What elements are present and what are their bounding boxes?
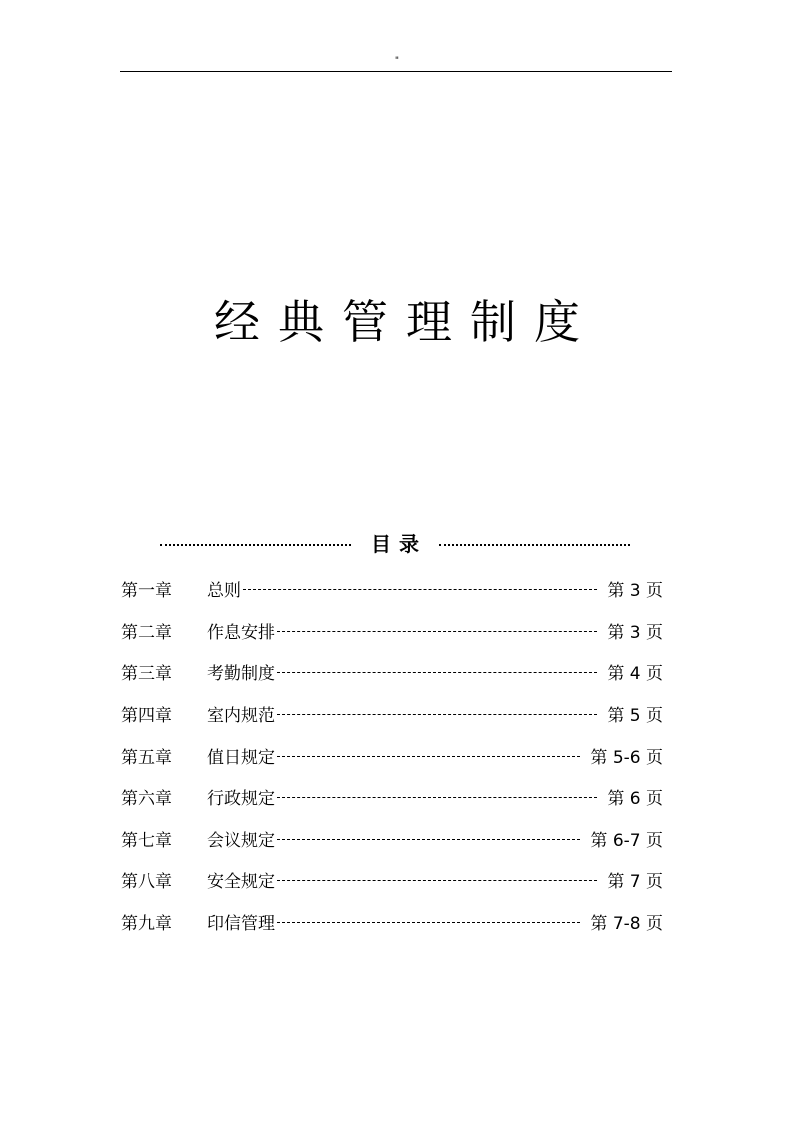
toc-leader-line — [277, 880, 597, 881]
toc-leader-line — [243, 589, 597, 590]
toc-chapter-number: 第五章 — [121, 747, 172, 768]
toc-chapter-name: 考勤制度 — [207, 664, 275, 685]
toc-entry[interactable] — [121, 818, 663, 860]
toc-chapter-number: 第一章 — [121, 581, 172, 602]
toc-entry[interactable] — [121, 693, 663, 735]
toc-entry[interactable] — [121, 651, 663, 693]
toc-heading-dots-right — [439, 544, 630, 546]
toc-page-ref: 第 3 页 — [607, 622, 663, 643]
toc-page-ref: 第 4 页 — [607, 664, 663, 685]
toc-chapter-number: 第三章 — [121, 664, 172, 685]
toc-page-ref: 第 5 页 — [607, 706, 663, 727]
toc-page-ref: 第 6 页 — [607, 789, 663, 810]
toc-chapter-number: 第七章 — [121, 830, 172, 851]
toc-entry[interactable] — [121, 568, 663, 610]
toc-chapter-number: 第六章 — [121, 789, 172, 810]
toc-chapter-name: 总则 — [207, 581, 241, 602]
toc-chapter-name: 印信管理 — [207, 914, 275, 935]
toc-list — [121, 568, 663, 942]
toc-leader-line — [277, 797, 597, 798]
toc-page-ref: 第 3 页 — [607, 581, 663, 602]
toc-leader-line — [277, 631, 597, 632]
header-mark: " — [394, 56, 400, 66]
toc-entry[interactable] — [121, 610, 663, 652]
toc-leader-line — [277, 756, 580, 757]
document-title: 经典管理制度 — [214, 295, 598, 349]
toc-chapter-number: 第八章 — [121, 872, 172, 893]
toc-page-ref: 第 5-6 页 — [590, 747, 663, 768]
toc-chapter-number: 第九章 — [121, 914, 172, 935]
toc-heading-dots-left — [160, 544, 351, 546]
toc-chapter-name: 作息安排 — [207, 622, 275, 643]
toc-chapter-number: 第二章 — [121, 622, 172, 643]
toc-chapter-number: 第四章 — [121, 706, 172, 727]
toc-entry[interactable] — [121, 776, 663, 818]
header-rule — [120, 71, 672, 72]
toc-entry[interactable] — [121, 859, 663, 901]
toc-chapter-name: 安全规定 — [207, 872, 275, 893]
toc-page-ref: 第 7 页 — [607, 872, 663, 893]
toc-leader-line — [277, 672, 597, 673]
toc-chapter-name: 会议规定 — [207, 830, 275, 851]
toc-chapter-name: 室内规范 — [207, 706, 275, 727]
toc-heading — [160, 528, 630, 556]
toc-chapter-name: 值日规定 — [207, 747, 275, 768]
toc-leader-line — [277, 839, 580, 840]
toc-leader-line — [277, 922, 580, 923]
toc-chapter-name: 行政规定 — [207, 789, 275, 810]
toc-leader-line — [277, 714, 597, 715]
toc-entry[interactable] — [121, 901, 663, 943]
toc-page-ref: 第 6-7 页 — [590, 830, 663, 851]
toc-entry[interactable] — [121, 734, 663, 776]
toc-heading-text: 目录 — [371, 531, 427, 556]
toc-page-ref: 第 7-8 页 — [590, 914, 663, 935]
